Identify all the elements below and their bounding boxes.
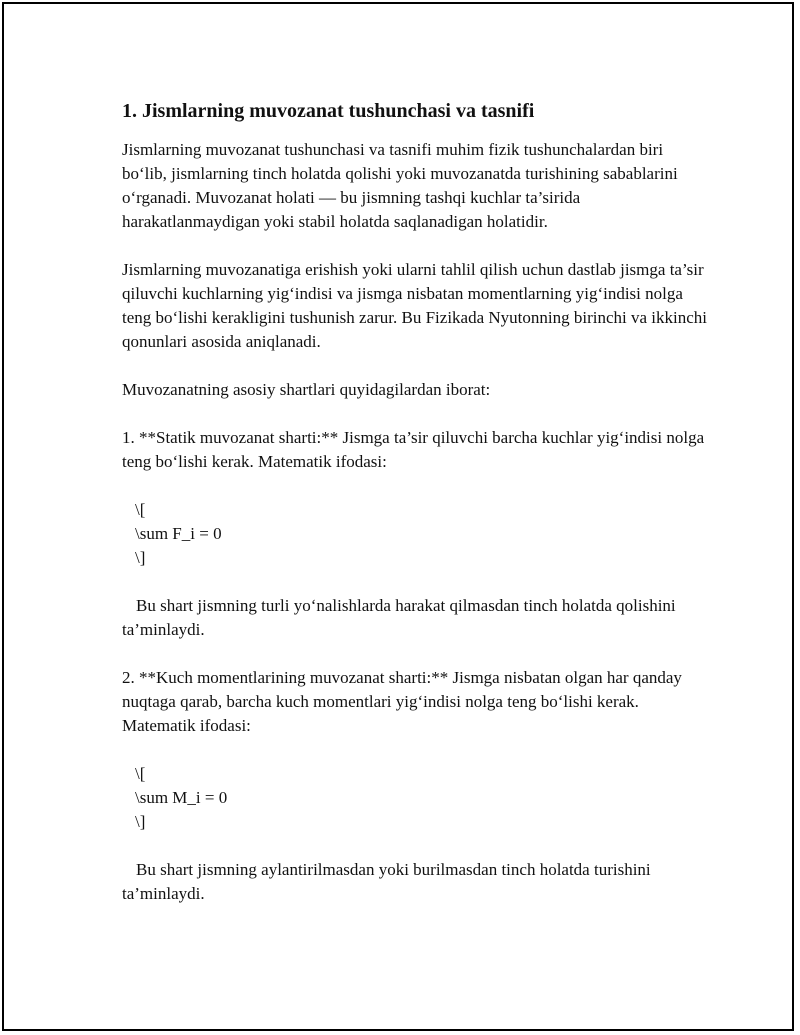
- document-content: [122, 97, 712, 930]
- formula-line: \[: [135, 764, 146, 783]
- condition-2-formula: [122, 762, 712, 834]
- condition-1-text: 1. **Statik muvozanat sharti:** Jismga ta’sir qiluvchi barcha kuchlar yig‘indisi nolga teng bo‘lishi kerak. Matematik ifodasi:: [122, 428, 705, 471]
- formula-line: \]: [135, 548, 146, 567]
- conditions-intro: Muvozanatning asosiy shartlari quyidagilardan iborat:: [122, 380, 491, 399]
- condition-2-explanation: Bu shart jismning aylantirilmasdan yoki burilmasdan tinch holatda turishini ta’minlaydi.: [122, 860, 651, 903]
- formula-line: \sum M_i = 0: [135, 788, 228, 807]
- condition-1-formula: [122, 498, 712, 570]
- document-title: 1. Jismlarning muvozanat tushunchasi va tasnifi: [122, 100, 535, 122]
- condition-1-explanation: Bu shart jismning turli yo‘nalishlarda harakat qilmasdan tinch holatda qolishini ta’minlaydi.: [122, 596, 676, 639]
- formula-line: \[: [135, 500, 146, 519]
- formula-line: \]: [135, 812, 146, 831]
- intro-paragraph: Jismlarning muvozanat tushunchasi va tasnifi muhim fizik tushunchalardan biri bo‘lib, jismlarning tinch holatda qolishi yoki muvozanatda turishining sabablarini o‘rganadi. Muvozanat holati — bu jismning tashqi kuchlar ta’sirida harakatlanmaydigan yoki stabil holatda saqlanadigan holatidir.: [122, 140, 678, 231]
- equilibrium-paragraph: Jismlarning muvozanatiga erishish yoki ularni tahlil qilish uchun dastlab jismga ta’sir qiluvchi kuchlarning yig‘indisi va jismga nisbatan momentlarning yig‘indisi nolga teng bo‘lishi kerakligini tushunish zarur. Bu Fizikada Nyutonning birinchi va ikkinchi qonunlari asosida aniqlanadi.: [122, 260, 707, 351]
- condition-2-text: 2. **Kuch momentlarining muvozanat sharti:** Jismga nisbatan olgan har qanday nuqtaga qarab, barcha kuch momentlari yig‘indisi nolga teng bo‘lishi kerak. Matematik ifodasi:: [122, 668, 682, 735]
- page-frame: [2, 2, 794, 1031]
- formula-line: \sum F_i = 0: [135, 524, 222, 543]
